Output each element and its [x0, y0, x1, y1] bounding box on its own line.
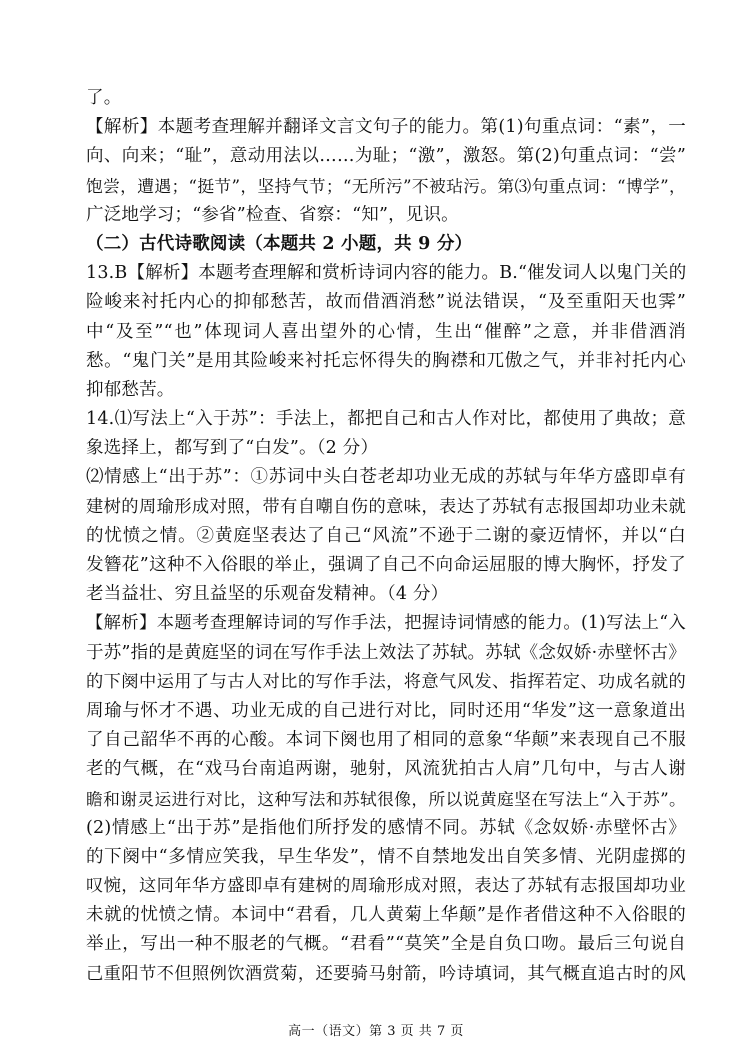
text-line: 了。	[86, 88, 122, 108]
text-line: 向、向来；“耻”，意动用法以……为耻；“激”，激怒。第(2)句重点词：“尝”	[86, 146, 686, 167]
text-line: 了自己韶华不再的心酸。本词下阕也用了相同的意象“华颠”来表现自己不服	[86, 730, 686, 751]
text-line: 建树的周瑜形成对照，带有自嘲自伤的意味，表达了苏轼有志报国却功业未就	[86, 496, 686, 517]
text-line: 险峻来衬托内心的抑郁愁苦，故而借酒消愁”说法错误，“及至重阳天也霁”	[86, 292, 686, 313]
text-line: 抑郁愁苦。	[86, 379, 175, 400]
text-line: 广泛地学习；“参省”检查、省察：“知”，见识。	[86, 204, 459, 225]
text-line: 瞻和谢灵运进行对比，这种写法和苏轼很像，所以说黄庭坚在写法上“入于苏”。	[86, 788, 686, 809]
text-line: 老的气概，在“戏马台南追两谢，驰射，风流犹拍古人肩”几句中，与古人谢	[86, 759, 686, 780]
document-body	[86, 84, 686, 989]
text-line: 饱尝，遭遇；“挺节”，坚持气节；“无所污”不被玷污。第⑶句重点词：“博学”，	[86, 175, 686, 196]
section-heading: （二）古代诗歌阅读（本题共 2 小题，共 9 分）	[86, 233, 473, 254]
text-line: ⑵情感上“出于苏”：①苏词中头白苍老却功业无成的苏轼与年华方盛即卓有	[86, 467, 686, 488]
text-line: 的忧愤之情。②黄庭坚表达了自己“风流”不逊于二谢的豪迈情怀，并以“白	[86, 525, 686, 546]
text-line: 周瑜与怀才不遇、功业无成的自己进行对比，同时还用“华发”这一意象道出	[86, 700, 686, 721]
text-line: 的下阕中“多情应笑我，早生华发”，情不自禁地发出自笑多情、光阴虚掷的	[86, 846, 686, 867]
text-line: 的下阕中运用了与古人对比的写作手法，将意气风发、指挥若定、功成名就的	[86, 671, 686, 692]
text-line: 老当益壮、穷且益坚的乐观奋发精神。（4 分）	[86, 584, 449, 605]
text-line: 愁。“鬼门关”是用其险峻来衬托忘怀得失的胸襟和兀傲之气，并非衬托内心	[86, 350, 686, 371]
text-line: 叹惋，这同年华方盛即卓有建树的周瑜形成对照，表达了苏轼有志报国却功业	[86, 876, 686, 897]
text-line: 【解析】本题考查理解诗词的写作手法，把握诗词情感的能力。(1)写法上“入	[86, 613, 686, 634]
text-line: 13.B【解析】本题考查理解和赏析诗词内容的能力。B.“催发词人以鬼门关的	[86, 263, 687, 284]
text-line: 中“及至”“也”体现词人喜出望外的心情，生出“催醉”之意，并非借酒消	[86, 321, 686, 342]
text-line: 【解析】本题考查理解并翻译文言文句子的能力。第(1)句重点词：“素”，一	[86, 117, 686, 138]
text-line: 于苏”指的是黄庭坚的词在写作手法上效法了苏轼。苏轼《念奴娇·赤壁怀古》	[86, 642, 686, 663]
text-line: 举止，写出一种不服老的气概。“君看”“莫笑”全是自负口吻。最后三句说自	[86, 934, 686, 955]
text-line: (2)情感上“出于苏”是指他们所抒发的感情不同。苏轼《念奴娇·赤壁怀古》	[86, 817, 686, 838]
text-line: 己重阳节不但照例饮酒赏菊，还要骑马射箭，吟诗填词，其气概直追古时的风	[86, 963, 686, 984]
text-line: 14.⑴写法上“入于苏”：手法上，都把自己和古人作对比，都使用了典故；意	[86, 409, 686, 430]
text-line: 未就的忧愤之情。本词中“君看，几人黄菊上华颠”是作者借这种不入俗眼的	[86, 905, 686, 926]
text-line: 发簪花”这种不入俗眼的举止，强调了自己不向命运屈服的博大胸怀，抒发了	[86, 555, 686, 575]
text-line: 象选择上，都写到了“白发”。（2 分）	[86, 438, 379, 459]
page-footer: 高一（语文）第 3 页 共 7 页	[288, 1024, 464, 1039]
